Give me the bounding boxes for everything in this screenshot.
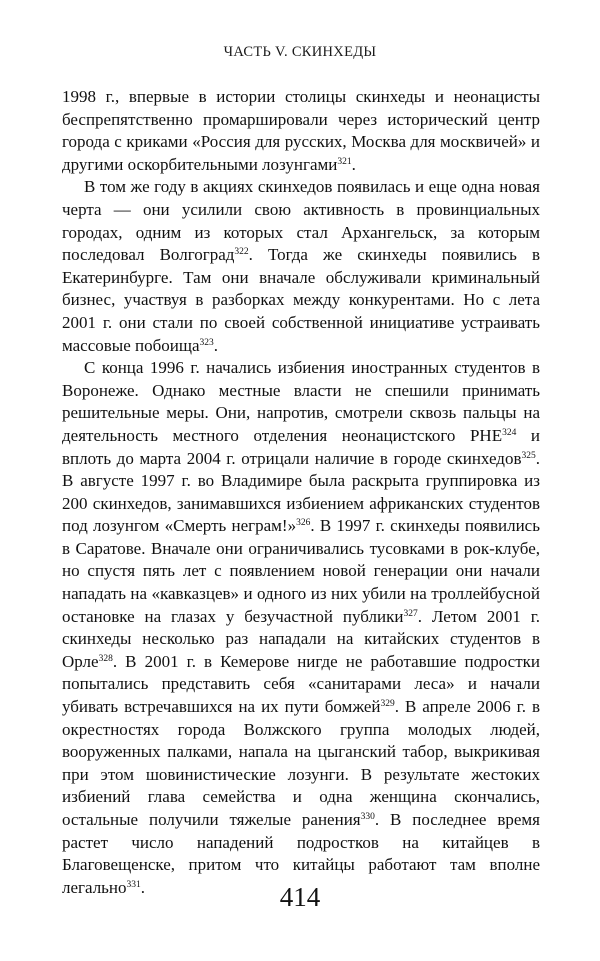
footnote-ref[interactable]: 326	[296, 518, 311, 529]
paragraph-2	[62, 176, 540, 357]
running-head: ЧАСТЬ V. СКИНХЕДЫ	[223, 44, 377, 60]
text-segment: В том же году в акциях скинхедов появилась и еще одна новая черта — они усилили свою активность в провинциальных городах, одним из которых стал Архангельск, за которым последовал Волгоград	[62, 177, 540, 265]
footnote-ref[interactable]: 329	[380, 699, 395, 710]
footnote-ref[interactable]: 331	[126, 879, 141, 890]
footnote-ref[interactable]: 327	[403, 608, 418, 619]
footnote-ref[interactable]: 321	[337, 156, 352, 167]
text-segment: . В августе 1997 г. во Владимире была раскрыта группировка из 200 скинхедов, занимавшихся избиением африканских студентов под лозунгом «Смерть неграм!»	[62, 448, 540, 536]
footnote-ref[interactable]: 324	[502, 427, 517, 438]
footnote-ref[interactable]: 328	[98, 653, 113, 664]
text-segment: и вплоть до марта 2004 г. отрицали наличие в городе скинхедов	[62, 425, 540, 468]
page-number: 414	[279, 882, 321, 912]
paragraph-3	[62, 357, 540, 899]
paragraph-1	[62, 86, 540, 176]
text-segment: .	[140, 877, 146, 897]
text-segment: . В апреле 2006 г. в окрестностях города Волжского группа молодых людей, вооруженных палками, напала на цыганский табор, выкрикивая при этом шовинистические лозунги. В результате жестоких избиений глава семейства и одна женщина скончались, остальные получили тяжелые ранения	[62, 697, 540, 829]
text-segment: 1998 г., впервые в истории столицы скинхеды и неонацисты беспрепятственно промаршировали через исторический центр города с криками «Россия для русских, Москва для москвичей» и другими оскорбительными лозунгами	[62, 87, 540, 174]
text-segment: .	[351, 154, 356, 174]
text-segment: . Летом 2001 г. скинхеды несколько раз нападали на китайских студентов в Орле	[62, 606, 540, 671]
text-segment: . В 1997 г. скинхеды появились в Саратове. Вначале они ограничивались тусовками в рок-клубе, но спустя пять лет с появлением новой генерации они начали нападать на «кавказцев» и одного из них убили на троллейбусной остановке на глазах у безучастной публики	[62, 516, 540, 626]
footnote-ref[interactable]: 325	[521, 450, 536, 461]
body-text	[62, 86, 540, 899]
text-segment: С конца 1996 г. начались избиения иностранных студентов в Воронеже. Однако местные власти не спешили принимать решительные меры. Они, напротив, смотрели сквозь пальцы на деятельность местного отделения неонацистского РНЕ	[62, 358, 540, 445]
text-segment: . Тогда же скинхеды появились в Екатеринбурге. Там они вначале обслуживали криминальный бизнес, участвуя в разборках между конкурентами. Но с лета 2001 г. они стали по своей собственной инициативе устраивать массовые побоища	[62, 245, 540, 355]
text-segment: . В последнее время растет число нападений подростков на китайцев в Благовещенске, притом что китайцы работают там вполне легально	[62, 810, 541, 897]
text-segment: . В 2001 г. в Кемерове нигде не работавшие подростки попытались представить себя «санитарами леса» и начали убивать встречавшихся на их пути бомжей	[62, 651, 540, 717]
footnote-ref[interactable]: 323	[199, 337, 214, 348]
footnote-ref[interactable]: 330	[360, 812, 375, 822]
footnote-ref[interactable]: 322	[234, 247, 249, 258]
text-segment: .	[213, 335, 219, 355]
